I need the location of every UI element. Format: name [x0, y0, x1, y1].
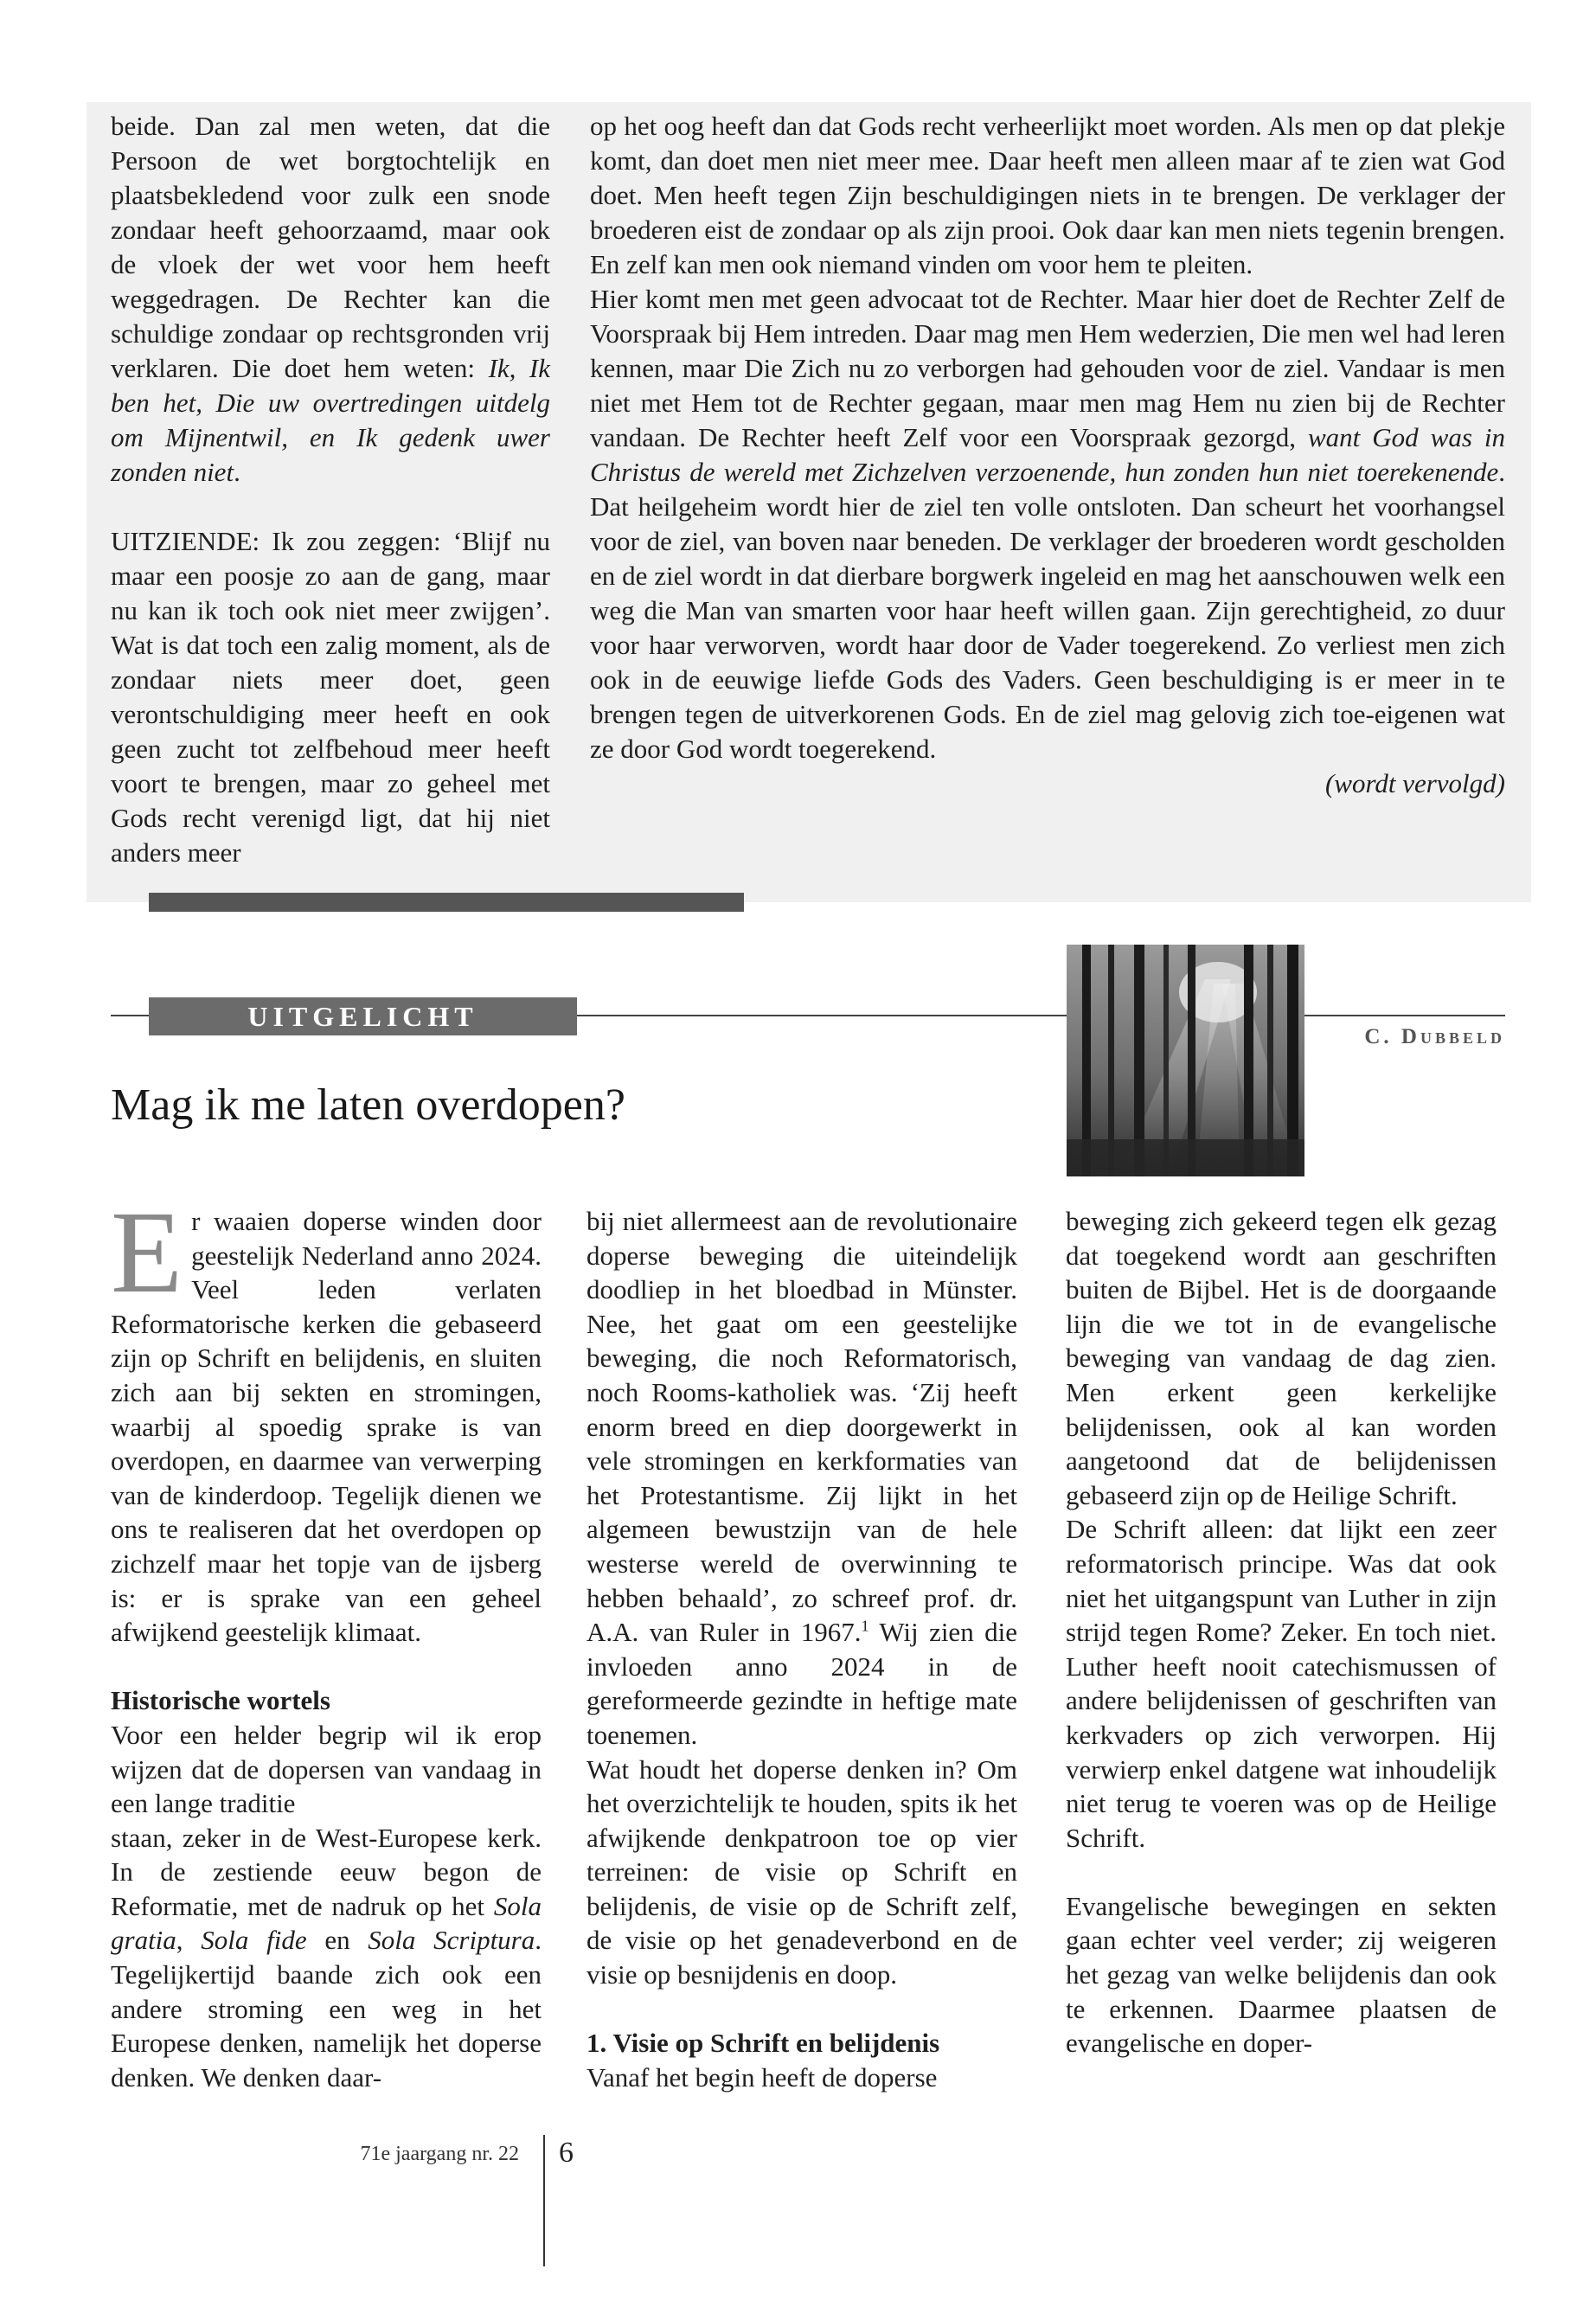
continuation-left-column: [111, 109, 550, 870]
footnote-marker: 1: [861, 1617, 869, 1635]
forest-illustration: [1067, 945, 1304, 1176]
paragraph: Vanaf het begin heeft de doperse: [586, 2061, 938, 2093]
section-label: UITGELICHT: [149, 997, 577, 1035]
footer-divider: [543, 2135, 545, 2266]
subheading: 1. Visie op Schrift en belijdenis: [586, 2028, 940, 2059]
continuation-paragraph: [111, 109, 550, 490]
continuation-paragraph: UITZIENDE: Ik zou zeggen: ‘Blijf nu maar een poosje zo aan de gang, maar nu kan ik toch ook niet meer zwijgen’. Wat is dat toch een zalig moment, als de zondaar niets meer doet, geen verontschuldiging meer heeft en ook geen zucht tot zelfbehoud meer heeft voort te brengen, maar zo geheel met Gods recht verenigd ligt, dat hij niet anders meer: [111, 526, 550, 868]
text-run: Hier komt men met geen advocaat tot de Rechter. Maar hier doet de Rechter Zelf de Voorspraak bij Hem intreden. Daar mag men Hem wederzien, Die men wel had leren kennen, maar Die Zich nu zo verborgen had gehouden voor de ziel. Vandaar is men niet met Hem tot de Rechter gegaan, maar men mag Hem nu zien bij de Rechter vandaan. De Rechter heeft Zelf voor een Voorspraak gezorgd,: [590, 284, 1505, 452]
paragraph: beweging zich gekeerd tegen elk gezag dat toegekend wordt aan geschriften buiten de Bijbel. Het is de doorgaande lijn die we tot in de evangelische beweging van vandaag de dag zien. Men erkent geen kerkelijke belijdenissen, ook al kan worden aangetoond dat de belijdenissen gebaseerd zijn op de Heilige Schrift.: [1066, 1206, 1497, 1510]
latin-term: Sola fide: [201, 1925, 307, 1956]
scripture-quote: want God was in Christus de wereld met Zichzelven verzoenende, hun zonden hun niet toerekenende: [590, 422, 1505, 487]
text-run: . Tegelijkertijd baande zich ook een andere stroming een weg in het Europese denken, namelijk het doperse denken. We denken daar-: [111, 1925, 542, 2093]
text-run: r waaien doperse winden door geestelijk Nederland anno 2024. Veel leden verlaten Reformatorische kerken die gebaseerd zijn op Schrift en belijdenis, en sluiten zich aan bij sekten en stromingen, waarbij al spoedig sprake is van overdopen, en daarmee van verwerping van de kinderdoop. Tegelijk dienen we ons te realiseren dat het overdopen op zichzelf maar het topje van de ijsberg is: er is sprake van een geheel afwijkend geestelijk klimaat.: [111, 1206, 542, 1648]
text-run: bij niet allermeest aan de revolutionaire doperse beweging die uiteindelijk doodliep in het bloedbad in Münster. Nee, het gaat om een geestelijke beweging, die noch Reformatorisch, noch Rooms-katholiek was. ‘Zij heeft enorm breed en diep doorgewerkt in vele stromingen en kerkformaties van het Protestantisme. Zij lijkt in het algemeen bewustzijn van de hele westerse wereld de overwinning te hebben behaald’, zo schreef prof. dr. A.A. van Ruler in 1967.: [586, 1206, 1017, 1648]
forest-photo: [1067, 945, 1304, 1176]
intro-paragraph: [111, 1188, 542, 1650]
paragraph: Voor een helder begrip wil ik erop wijzen dat de dopersen van vandaag in een lange traditie: [111, 1719, 542, 1819]
text-run: beide. Dan zal men weten, dat die Persoon de wet borgtochtelijk en plaatsbekledend voor zulk een snode zondaar heeft gehoorzaamd, maar ook de vloek der wet voor hem heeft weggedragen. De Rechter kan die schuldige zondaar op rechtsgronden vrij verklaren. Die doet hem weten:: [111, 111, 550, 383]
paragraph: Evangelische bewegingen en sekten gaan echter veel verder; zij weigeren het gezag van welke belijdenis dan ook te erkennen. Daarmee plaatsen de evangelische en doper-: [1066, 1890, 1497, 2059]
page-number: 6: [559, 2137, 574, 2169]
latin-term: Sola Scriptura: [368, 1925, 535, 1956]
decorative-bar: [149, 893, 744, 912]
text-run: staan, zeker in de West-Europese kerk. In de zestiende eeuw begon de Reformatie, met de nadruk op het: [111, 1822, 542, 1921]
continuation-paragraph: op het oog heeft dan dat Gods recht verheerlijkt moet worden. Als men op dat plekje komt, dan doet men niet meer mee. Daar heeft men alleen maar af te zien wat God doet. Men heeft tegen Zijn beschuldigingen niets in te brengen. De verklager der broederen eist de zondaar op als zijn prooi. Ook daar kan men niets tegenin brengen. En zelf kan men ook niemand vinden om voor hem te pleiten.: [590, 111, 1505, 279]
text-run: en: [306, 1925, 369, 1956]
scripture-quote: Ik, Ik ben het, Die uw overtredingen uitdelg om Mijnentwil, en Ik gedenk uwer zonden niet: [111, 353, 551, 487]
continuation-right-column: [590, 109, 1505, 801]
article-column-2: [586, 1204, 1017, 2094]
article-column-1: [111, 1188, 542, 2094]
issue-number: 71e jaargang nr. 22: [360, 2143, 519, 2165]
text-run: Wij zien die invloeden anno 2024 in de gereformeerde gezindte in heftige mate toenemen.: [586, 1617, 1018, 1750]
drop-cap: E: [111, 1188, 183, 1317]
paragraph: [111, 1821, 542, 2095]
latin-term: Sola gratia: [111, 1890, 542, 1956]
text-run: . Dat heilgeheim wordt hier de ziel ten volle ontsloten. Dan scheurt het voorhangsel voor de ziel, van boven naar beneden. De verklager der broederen wordt gescholden en de ziel wordt in dat dierbare borgwerk ingeleid en mag het aanschouwen welk een weg die Man van smarten voor haar heeft willen gaan. Zijn gerechtigheid, zo duur voor haar verworven, wordt haar door de Vader toegerekend. Zo verliest men zich ook in de eeuwige liefde Gods des Vaders. Geen beschuldiging is er meer in te brengen tegen de uitverkorenen Gods. En de ziel mag gelovig zich toe-eigenen wat ze door God wordt toegerekend.: [590, 457, 1505, 764]
article-title: Mag ik me laten overdopen?: [111, 1080, 625, 1130]
text-run: ,: [176, 1925, 202, 1956]
paragraph: De Schrift alleen: dat lijkt een zeer reformatorisch principe. Was dat ook niet het uitgangspunt van Luther in zijn strijd tegen Rome? Zeker. En toch niet. Luther heeft nooit catechismussen of andere belijdenissen of geschriften van kerkvaders op zich verworpen. Hij verwierp enkel datgene wat inhoudelijk niet terug te voeren was op de Heilige Schrift.: [1066, 1514, 1497, 1853]
text-run: .: [234, 457, 240, 487]
to-be-continued-note: (wordt vervolgd): [1324, 768, 1505, 798]
paragraph: Wat houdt het doperse denken in? Om het overzichtelijk te houden, spits ik het afwijkende denkpatroon toe op vier terreinen: de visie op Schrift en belijdenis, de visie op de Schrift zelf, de visie op het genadeverbond en de visie op besnijdenis en doop.: [586, 1753, 1017, 1990]
paragraph: [586, 1204, 1017, 1753]
subheading: Historische wortels: [111, 1685, 330, 1716]
article-column-3: [1066, 1204, 1497, 2061]
continuation-paragraph: [590, 282, 1505, 766]
author-name: C. Dubbeld: [1364, 1025, 1505, 1048]
